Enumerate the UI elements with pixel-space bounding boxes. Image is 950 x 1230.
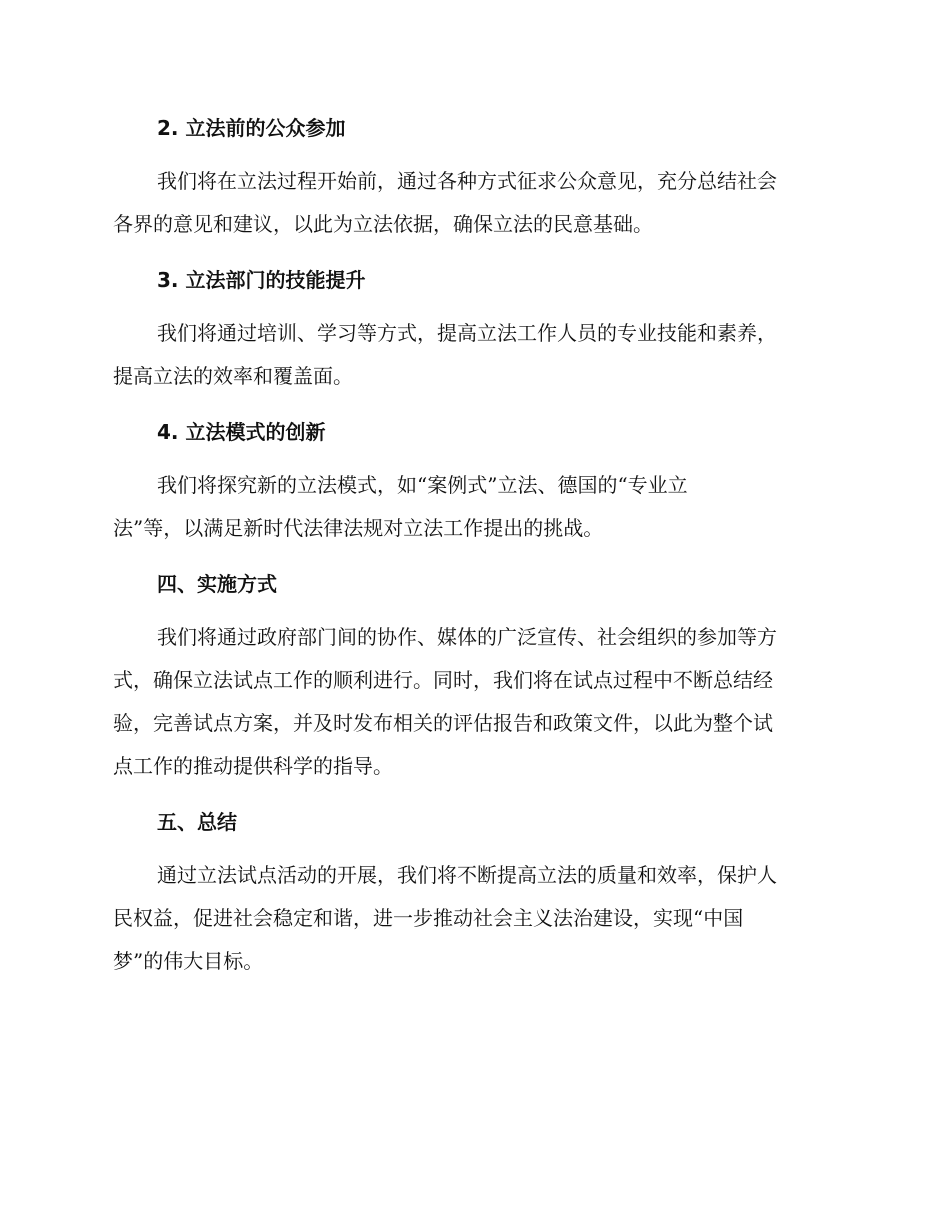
paragraph-line: 我们将通过政府部门间的协作、媒体的广泛宣传、社会组织的参加等方 xyxy=(157,625,777,649)
paragraph-line: 通过立法试点活动的开展，我们将不断提高立法的质量和效率，保护人 xyxy=(157,863,777,887)
section-heading-summary: 五、总结 xyxy=(157,810,237,834)
paragraph-line: 验，完善试点方案，并及时发布相关的评估报告和政策文件，以此为整个试 xyxy=(113,711,773,735)
section-paragraph-summary xyxy=(113,854,838,983)
section-paragraph-implementation xyxy=(113,616,838,788)
paragraph-line: 点工作的推动提供科学的指导。 xyxy=(113,754,393,778)
paragraph-line: 式，确保立法试点工作的顺利进行。同时，我们将在试点过程中不断总结经 xyxy=(113,668,773,692)
paragraph-line: 法”等，以满足新时代法律法规对立法工作提出的挑战。 xyxy=(113,516,604,540)
paragraph-line: 我们将通过培训、学习等方式，提高立法工作人员的专业技能和素养， xyxy=(157,321,777,345)
paragraph-line: 我们将探究新的立法模式，如“案例式”立法、德国的“专业立 xyxy=(157,473,688,497)
paragraph-line: 梦”的伟大目标。 xyxy=(113,949,264,973)
paragraph-line: 各界的意见和建议，以此为立法依据，确保立法的民意基础。 xyxy=(113,212,653,236)
paragraph-line: 提高立法的效率和覆盖面。 xyxy=(113,364,353,388)
section-heading-public-participation: 2. 立法前的公众参加 xyxy=(157,116,346,140)
section-heading-implementation: 四、实施方式 xyxy=(157,572,277,596)
section-paragraph-public-participation xyxy=(113,160,838,246)
section-paragraph-mode-innovation xyxy=(113,464,838,550)
section-paragraph-skill-improvement xyxy=(113,312,838,398)
paragraph-line: 我们将在立法过程开始前，通过各种方式征求公众意见，充分总结社会 xyxy=(157,169,777,193)
section-heading-skill-improvement: 3. 立法部门的技能提升 xyxy=(157,268,366,292)
paragraph-line: 民权益，促进社会稳定和谐，进一步推动社会主义法治建设，实现“中国 xyxy=(113,906,744,930)
section-heading-mode-innovation: 4. 立法模式的创新 xyxy=(157,420,326,444)
